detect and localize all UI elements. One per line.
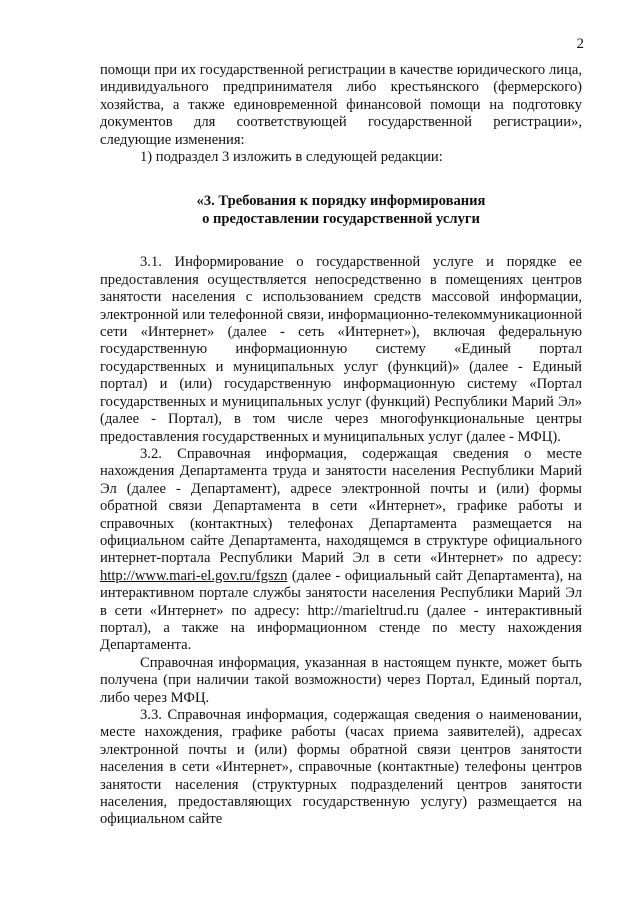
section-3-3: 3.3. Справочная информация, содержащая сведения о наименовании, месте нахождения, графике работы (часах приема заявителей), адресах электронной почты и (или) формы обратной связи центров занятости населения в сети «Интернет», справочные (контактные) телефоны центров занятости населения (структурных подразделений центров занятости населения, предоставляющих государственную услугу) размещается на официальном сайте	[100, 707, 582, 828]
section-3-1: 3.1. Информирование о государственной услуге и порядке ее предоставления осуществляется непосредственно в помещениях центров занятости населения с использованием средств массовой информации, электронной или телефонной связи, информационно-телекоммуникационной сети «Интернет» (далее - сеть «Интернет»), включая федеральную государственную информационную систему «Единый портал государственных и муниципальных услуг (функций)» (далее - Единый портал) и (или) государственную информационную систему «Портал государственных и муниципальных услуг (функций) Республики Марий Эл» (далее - Портал), в том числе через многофункциональные центры предоставления государственных и муниципальных услуг (далее - МФЦ).	[100, 254, 582, 445]
section-heading-line-1: «3. Требования к порядку информирования	[196, 193, 486, 210]
section-3-2	[100, 446, 582, 655]
amendment-item-1: 1) подраздел 3 изложить в следующей редакции:	[140, 149, 443, 166]
page-number: 2	[576, 36, 584, 52]
section-heading	[100, 192, 582, 228]
intro-paragraph: помощи при их государственной регистрации в качестве юридического лица, индивидуального предпринимателя либо крестьянского (фермерского) хозяйства, а также единовременной финансовой помощи на подготовку документов для соответствующей государственной регистрации», следующие изменения:	[100, 62, 582, 148]
section-heading-line-2: о предоставлении государственной услуги	[202, 211, 480, 228]
section-3-2-text-end: (далее - официальный сайт Департамента), на интерактивном портале службы занятости населения Республики Марий Эл в сети «Интернет» по адресу: http://marieltrud.ru (далее - интерактивный портал), а также на информационном стенде по месту нахождения Департамента.	[100, 567, 582, 654]
section-3-2-reference: Справочная информация, указанная в настоящем пункте, может быть получена (при наличии такой возможности) через Портал, Единый портал, либо через МФЦ.	[100, 654, 582, 706]
department-site-link[interactable]: http://www.mari-el.gov.ru/fgszn	[100, 567, 288, 584]
document-body	[100, 62, 582, 829]
section-3-2-text-start: 3.2. Справочная информация, содержащая сведения о месте нахождения Департамента труда и занятости населения Республики Марий Эл (далее - Департамент), адресе электронной почты и (или) формы обратной связи Департамента в сети «Интернет», графике работы и справочных (контактных) телефонах Департамента размещается на официальном сайте Департамента, находящемся в структуре официального интернет-портала Республики Марий Эл в сети «Интернет» по адресу:	[100, 445, 582, 567]
